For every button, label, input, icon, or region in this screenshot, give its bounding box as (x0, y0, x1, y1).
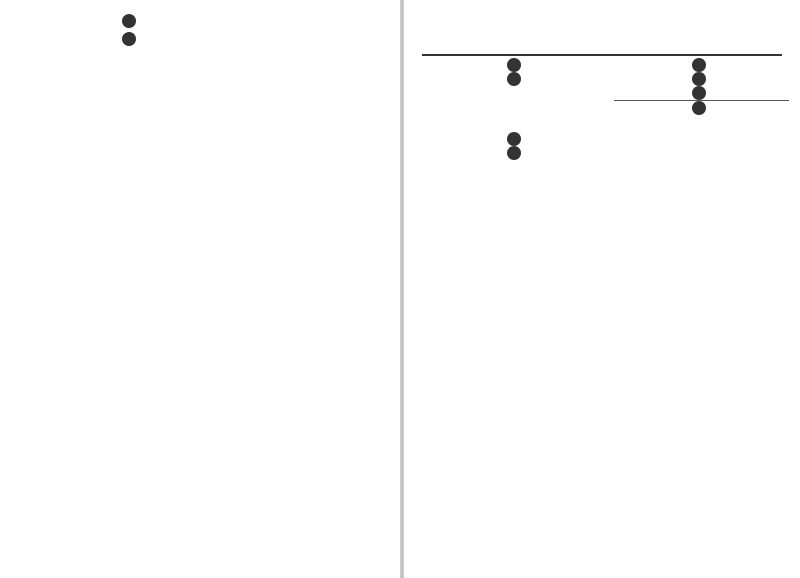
section-number-badge (507, 58, 521, 72)
section (426, 146, 606, 160)
left-col-2 (240, 10, 390, 14)
section-number-badge (692, 58, 706, 72)
section-number-badge (122, 14, 136, 28)
section (426, 132, 606, 146)
section (614, 72, 789, 86)
section (614, 86, 789, 100)
section (614, 101, 789, 115)
section-number-badge (507, 132, 521, 146)
section-number-badge (692, 101, 706, 115)
section-23 (36, 14, 226, 28)
section (426, 58, 606, 72)
section-number-badge (507, 146, 521, 160)
section-number-badge (507, 72, 521, 86)
section (614, 58, 789, 72)
right-col-2 (614, 58, 789, 115)
section-number-badge (122, 32, 136, 46)
section-number-badge (692, 86, 706, 100)
right-col-1 (426, 58, 606, 160)
answer-header (422, 38, 782, 56)
matching-lines (426, 86, 606, 128)
left-col-1 (36, 10, 226, 49)
right-page (404, 0, 800, 578)
section (426, 72, 606, 86)
section-number-badge (692, 72, 706, 86)
section-24 (36, 32, 226, 46)
